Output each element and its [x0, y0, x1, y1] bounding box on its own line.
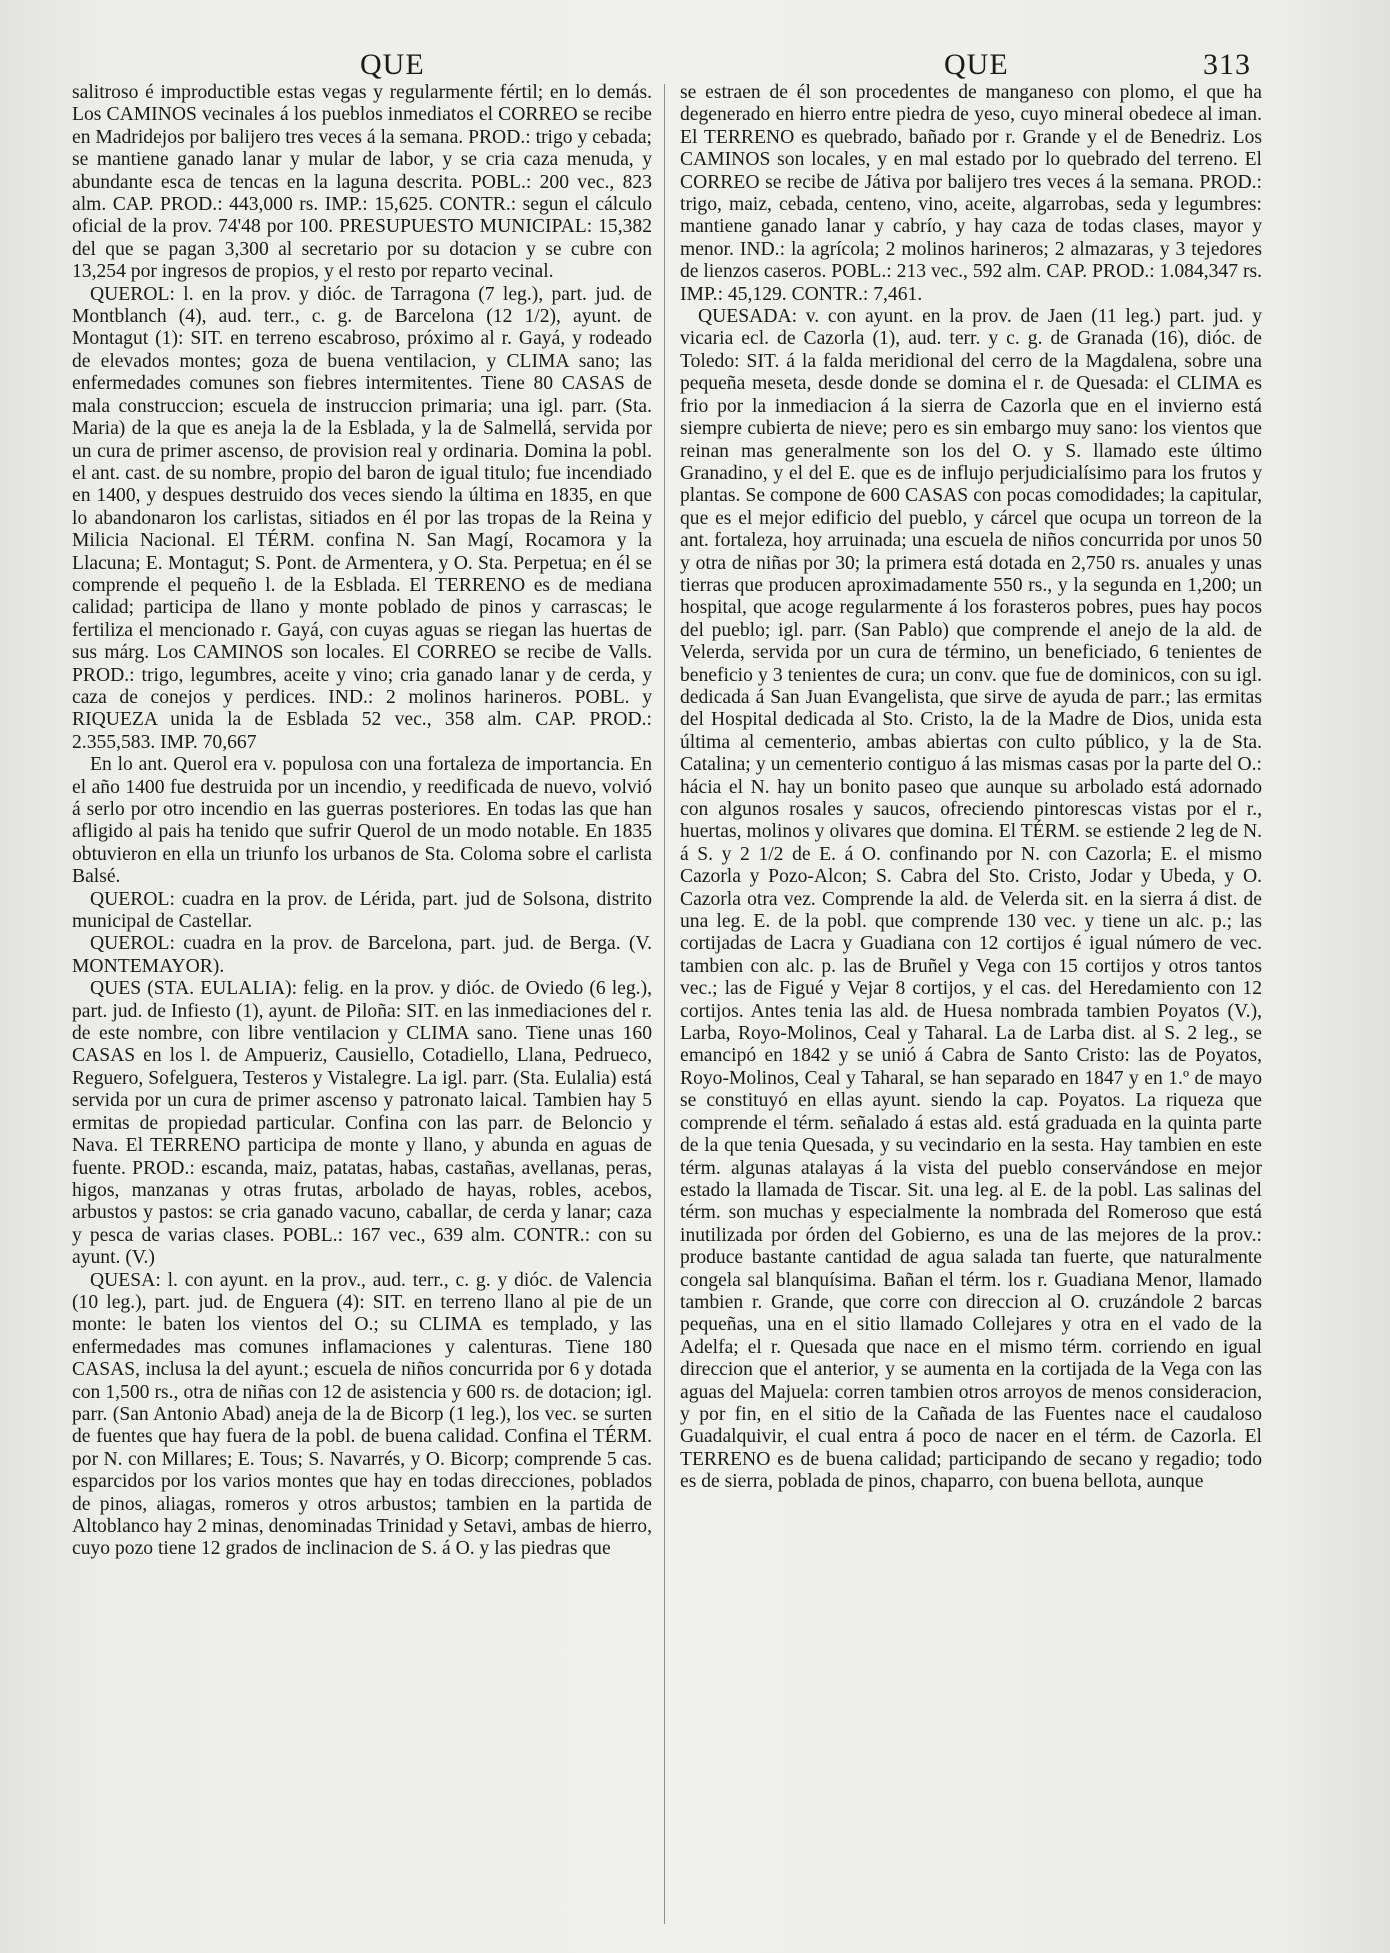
entry-querol-tarragona: QUEROL: l. en la prov. y dióc. de Tarragona (7 leg.), part. jud. de Montblanch (4), aud. terr., c. g. de Barcelona (12 1/2), ayunt. de Montagut (1): SIT. en terreno escabroso, próximo al r. Gayá, y rodeado de elevados montes; goza de buena ventilacion, y CLIMA sano; las enfermedades comunes son fiebres intermitentes. Tiene 80 CASAS de mala construccion; escuela de instruccion primaria; una igl. parr. (Sta. Maria) de la que es aneja la de la Esblada, y la de Salmellá, servida por un cura de primer ascenso, de provision real y ordinaria. Domina la pobl. el ant. cast. de su nombre, propio del baron de igual titulo; fue incendiado en 1400, y despues destruido dos veces siendo la última en 1835, en que lo abandonaron los carlistas, sitiados en él por las tropas de la Reina y Milicia Nacional. El TÉRM. confina N. San Magí, Rocamora y la Llacuna; E. Montagut; S. Pont. de Armentera, y O. Sta. Perpetua; en él se comprende el pequeño l. de la Esblada. El TERRENO es de mediana calidad; participa de llano y monte poblado de pinos y carrascas; le fertiliza el mencionado r. Gayá, con cuyas aguas se riegan las huertas de sus márg. Los CAMINOS son locales. El CORREO se recibe de Valls. PROD.: trigo, legumbres, aceite y vino; cria ganado lanar y de cerda, y caza de conejos y perdices. IND.: 2 molinos harineros. POBL. y RIQUEZA unida la de Esblada 52 vec., 358 alm. CAP. PROD.: 2.355,583. IMP. 70,667: [72, 283, 652, 753]
entry-querol-lerida: QUEROL: cuadra en la prov. de Lérida, part. jud de Solsona, distrito municipal de Castellar.: [72, 888, 652, 933]
column-divider: [664, 84, 665, 1924]
header-right-word: QUE: [944, 48, 1009, 81]
entry-quesa: QUESA: l. con ayunt. en la prov., aud. terr., c. g. y dióc. de Valencia (10 leg.), part. jud. de Enguera (4): SIT. en terreno llano al pie de un monte: le baten los vientos del O.; su CLIMA es templado, y las enfermedades mas comunes inflamaciones y calenturas. Tiene 180 CASAS, inclusa la del ayunt.; escuela de niños concurrida por 6 y dotada con 1,500 rs., otra de niñas con 12 de asistencia y 600 rs. de dotacion; igl. parr. (San Antonio Abad) aneja de la de Bicorp (1 leg.), los vec. se surten de fuentes que hay fuera de la pobl. de buena calidad. Confina el TÉRM. por N. con Millares; E. Tous; S. Navarrés, y O. Bicorp; comprende 5 cas. esparcidos por los varios montes que hay en todas direcciones, poblados de pinos, aliagas, romeros y otros arbustos; tambien en la partida de Altoblanco hay 2 minas, denominadas Trinidad y Setavi, ambas de hierro, cuyo pozo tiene 12 grados de inclinacion de S. á O. y las piedras que: [72, 1269, 652, 1560]
entry-ques: QUES (STA. EULALIA): felig. en la prov. y dióc. de Oviedo (6 leg.), part. jud. de Infiesto (1), ayunt. de Piloña: SIT. en las inmediaciones del r. de este nombre, con libre ventilacion y CLIMA sano. Tiene unas 160 CASAS en los l. de Ampueriz, Causiello, Cotadiello, Llana, Pedrueco, Reguero, Sofelguera, Testeros y Vistalegre. La igl. parr. (Sta. Eulalia) está servida por un cura de primer ascenso y patronato laical. Tambien hay 5 ermitas de propiedad particular. Confina con las parr. de Beloncio y Nava. El TERRENO participa de monte y llano, y abunda en aguas de fuente. PROD.: escanda, maiz, patatas, habas, castañas, avellanas, peras, higos, manzanas y otras frutas, arbolado de hayas, robles, acebos, arbustos y pastos: se cria ganado vacuno, caballar, de cerda y lanar; caza y pesca de varias clases. POBL.: 167 vec., 639 alm. CONTR.: con su ayunt. (V.): [72, 978, 652, 1269]
left-column: [72, 82, 652, 1561]
page-number: 313: [1203, 48, 1251, 81]
right-column: [680, 82, 1262, 1494]
entry-paragraph: salitroso é improductible estas vegas y regularmente fértil; en lo demás. Los CAMINOS vecinales á los pueblos inmediatos el CORREO se recibe en Madridejos por balijero tres veces á la semana. PROD.: trigo y cebada; se mantiene ganado lanar y mular de labor, y se cria caza menuda, y abundante esca de tencas en la laguna descrita. POBL.: 200 vec., 823 alm. CAP. PROD.: 443,000 rs. IMP.: 15,625. CONTR.: segun el cálculo oficial de la prov. 74'48 por 100. PRESUPUESTO MUNICIPAL: 15,382 del que se pagan 3,300 al secretario por su dotacion y se cubre con 13,254 por ingresos de propios, y el resto por reparto vecinal.: [72, 82, 653, 283]
entry-paragraph: se estraen de él son procedentes de manganeso con plomo, el que ha degenerado en hierro entre piedra de yeso, cuyo mineral obedece al iman. El TERRENO es quebrado, bañado por r. Grande y el de Benedriz. Los CAMINOS son locales, y en mal estado por lo quebrado del terreno. El CORREO se recibe de Játiva por balijero tres veces á la semana. PROD.: trigo, maiz, cebada, centeno, vino, aceite, algarrobas, seda y legumbres: mantiene ganado lanar y cabrío, y hay caza de todas clases, mayor y menor. IND.: la agrícola; 2 molinos harineros; 2 almazaras, y 3 tejedores de lienzos caseros. POBL.: 213 vec., 592 alm. CAP. PROD.: 1.084,347 rs. IMP.: 45,129. CONTR.: 7,461.: [680, 82, 1262, 305]
header-left-word: QUE: [360, 48, 425, 81]
entry-paragraph: En lo ant. Querol era v. populosa con una fortaleza de importancia. En el año 1400 fue destruida por un incendio, y reedificada de nuevo, volvió á serlo por otro incendio en las guerras posteriores. En todas las que han afligido al pais ha tenido que sufrir Querol de un modo notable. En 1835 obtuvieron en ella un triunfo los urbanos de Sta. Coloma sobre el carlista Balsé.: [72, 754, 652, 888]
entry-quesada: QUESADA: v. con ayunt. en la prov. de Jaen (11 leg.) part. jud. y vicaria ecl. de Cazorla (1), aud. terr. y c. g. de Granada (16), dióc. de Toledo: SIT. á la falda meridional del cerro de la Magdalena, sobre una pequeña meseta, desde donde se domina el r. de Quesada: el CLIMA es frio por la inmediacion á la sierra de Cazorla que en el invierno está siempre cubierta de nieve; pero es sin embargo muy sano: los vientos que reinan mas generalmente son los del O. y S. llamado este último Granadino, y el del E. que es de influjo perjudicialísimo para los frutos y plantas. Se compone de 600 CASAS con pocas comodidades; la capitular, que es el mejor edificio del pueblo, y cárcel que ocupa un torreon de la ant. fortaleza, hoy arruinada; una escuela de niños concurrida por unos 50 y otra de niñas por 30; la primera está dotada en 2,750 rs. anuales y unas tierras que producen aproximadamente 550 rs., y la segunda en 1,200; un hospital, que acoge regularmente á los forasteros pobres, pues hay pocos del pueblo; igl. parr. (San Pablo) que comprende el anejo de la ald. de Velerda, servida por un cura de término, un beneficiado, 6 tenientes de beneficio y 3 tenientes de cura; un conv. que fue de dominicos, con su igl. dedicada á San Juan Evangelista, que sirve de ayuda de parr.; las ermitas del Hospital dedicada al Sto. Cristo, la de la Madre de Dios, unida esta última al cementerio, ambas abiertas con culto público, y la de Sta. Catalina; y un cementerio contiguo á las mismas casas por la parte del O.: hácia el N. hay un bonito paseo que aunque su arbolado está adornado con algunos rosales y saucos, ofreciendo pintorescas vistas por el r., huertas, molinos y olivares que domina. El TÉRM. se estiende 2 leg de N. á S. y 2 1/2 de E. á O. confinando por N. con Cazorla; E. el mismo Cazorla y Pozo-Alcon; S. Cabra del Sto. Cristo, Jodar y Ubeda, y O. Cazorla otra vez. Comprende la ald. de Velerda sit. en la sierra á dist. de una leg. E. de la pobl. que comprende 130 vec. y tiene un alc. p.; las cortijadas de Lacra y Guadiana con 12 cortijos é igual número de vec. tambien con alc. p. las de Bruñel y Vega con 15 cortijos y otros tantos vec.; las de Figué y Vejar 8 cortijos, y el cas. del Heredamiento con 12 cortijos. Antes tenia las ald. de Huesa nombrada tambien Poyatos (V.), Larba, Royo-Molinos, Ceal y Taharal. La de Larba dist. al S. 2 leg., se emancipó en 1842 y se unió á Cabra de Santo Cristo: las de Poyatos, Royo-Molinos, Ceal y Taharal, se han separado en 1847 y en 1.º de mayo se constituyó en ellas ayunt. siendo la cap. Poyatos. La riqueza que comprende el térm. señalado á estas ald. está graduada en la quinta parte de la que tenia Quesada, y su vecindario en la sesta. Hay tambien en este térm. algunas atalayas á la vista del pueblo conservándose en mejor estado la llamada de Tiscar. Sit. una leg. al E. de la pobl. Las salinas del térm. son muchas y especialmente la nombrada del Romeroso que está inutilizada por órden del Gobierno, es una de las mejores de la prov.: produce bastante cantidad de agua salada tan fuerte, que naturalmente congela sal blanquísima. Bañan el térm. los r. Guadiana Menor, llamado tambien r. Grande, que corre con direccion al O. cruzándole 2 barcas pequeñas, una en el sitio llamado Collejares y otra en el vado de la Adelfa; el r. Quesada que nace en el mismo térm. corriendo en igual direccion que el anterior, y se aumenta en la cortijada de la Vega con las aguas del Majuela: corren tambien otros arroyos de menos consideracion, y por fin, en el sitio de la Cañada de las Fuentes nace el caudaloso Guadalquivir, el cual entra á poco de nacer en el térm. de Cazorla. El TERRENO es de buena calidad; participando de secano y regadio; todo es de sierra, poblada de pinos, chaparro, con buena bellota, aunque: [680, 306, 1262, 1493]
entry-querol-barcelona: QUEROL: cuadra en la prov. de Barcelona, part. jud. de Berga. (V. MONTEMAYOR).: [72, 933, 652, 977]
